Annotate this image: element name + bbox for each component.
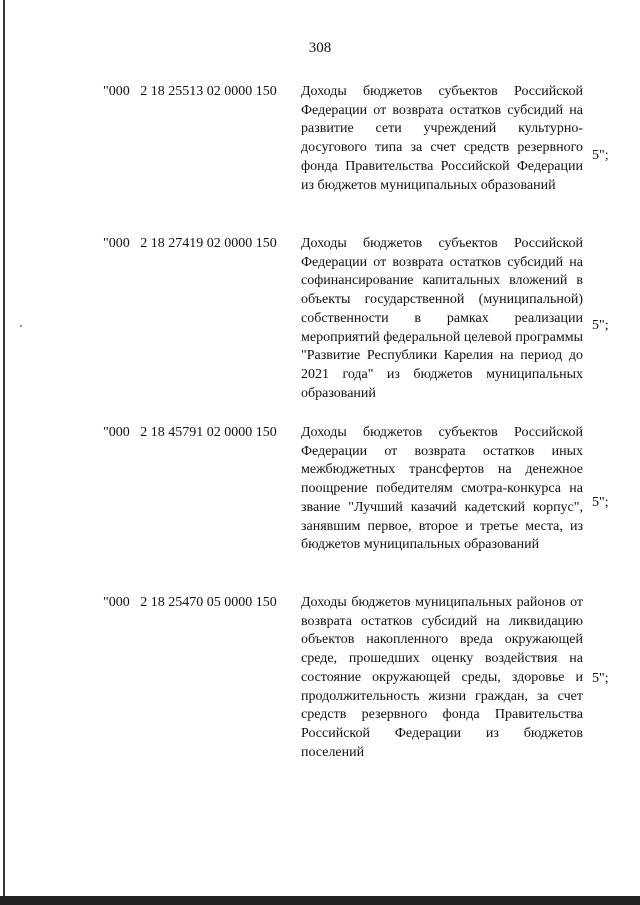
scan-speck — [20, 325, 22, 327]
row-description: Доходы бюджетов субъектов Российской Федерации от возврата остатков иных межбюджетных трансфертов на денежное поощрение победителям смотра-конкурса на звание "Лучший казачий кадетский корпус", занявшим первое, второе и третье места, из бюджетов муниципальных образований — [301, 425, 583, 553]
budget-code: "000 2 18 25513 02 0000 150 — [103, 84, 277, 99]
row-value: 5"; — [592, 671, 609, 686]
row-description: Доходы бюджетов муниципальных районов от возврата остатков субсидий на ликвидацию объектов накопленного вреда окружающей среде, прошедших оценку воздействия на состояние окружающей среды, здоровье и продолжительность жизни граждан, за счет средств резервного фонда Правительства Российской Федерации из бюджетов поселений — [301, 595, 583, 760]
row-description: Доходы бюджетов субъектов Российской Федерации от возврата остатков субсидий на софинансирование капитальных вложений в объекты государственной (муниципальной) собственности в рамках реализации мероприятий федеральной целевой программы "Развитие Республики Карелия на период до 2021 года" из бюджетов муниципальных образований — [301, 236, 583, 401]
budget-code: "000 2 18 25470 05 0000 150 — [103, 595, 277, 610]
budget-code: "000 2 18 45791 02 0000 150 — [103, 425, 277, 440]
scan-bottom-edge — [0, 896, 640, 905]
budget-code: "000 2 18 27419 02 0000 150 — [103, 236, 277, 251]
page-number: 308 — [308, 40, 332, 56]
row-value: 5"; — [592, 148, 609, 163]
row-value: 5"; — [592, 495, 609, 510]
row-value: 5"; — [592, 318, 609, 333]
row-description: Доходы бюджетов субъектов Российской Федерации от возврата остатков субсидий на развитие сети учреждений культурно-досугового типа за счет средств резервного фонда Правительства Российской Федерации из бюджетов муниципальных образований — [301, 84, 583, 193]
scan-left-edge — [3, 0, 5, 905]
